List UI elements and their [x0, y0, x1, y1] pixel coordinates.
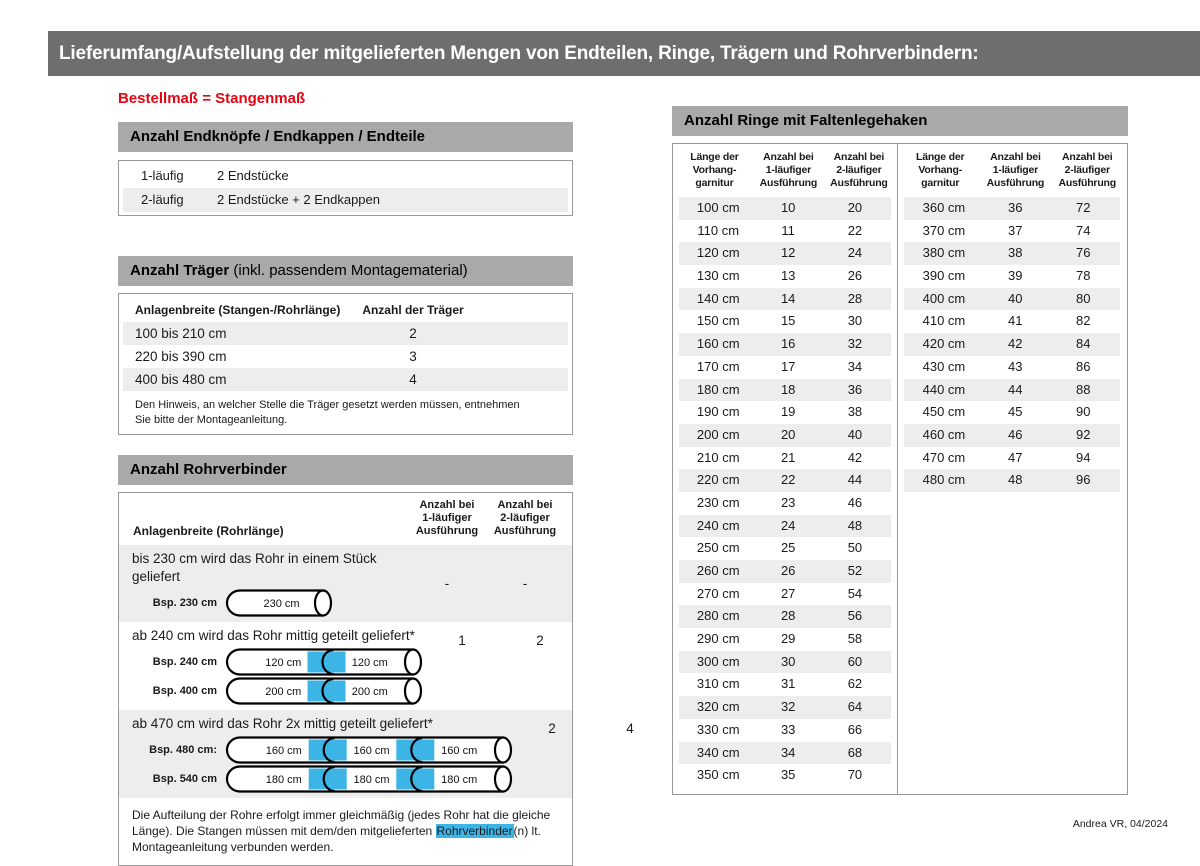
- ring-col-header: Anzahl bei 1-läufiger Ausführung: [986, 151, 1045, 189]
- svg-text:180 cm: 180 cm: [441, 774, 478, 786]
- table-row: 360 cm 36 72: [904, 197, 1120, 220]
- table-row: 340 cm 34 68: [679, 742, 891, 765]
- value-1-laeufig: 2: [548, 721, 556, 736]
- table-row: 130 cm 13 26: [696, 268, 863, 284]
- rod-example: Bsp. 400 cm 200 cm 200 cm: [119, 677, 423, 705]
- endteile-table: [118, 160, 573, 216]
- rohrverbinder-connector: [308, 652, 346, 673]
- rohrverbinder-table-header: [119, 497, 572, 545]
- table-row: 200 cm 20 40: [679, 424, 891, 447]
- table-row: 270 cm 27 54: [696, 585, 863, 601]
- section-header-ringe: Anzahl Ringe mit Faltenlegehaken: [672, 106, 1128, 136]
- table-row: 150 cm 15 30: [696, 313, 863, 329]
- svg-text:120 cm: 120 cm: [351, 657, 388, 669]
- table-row: 240 cm 24 48: [679, 515, 891, 538]
- rohrverbinder-table: [118, 492, 634, 866]
- table-row: 170 cm 17 34: [696, 358, 863, 374]
- ring-col-header: Anzahl bei 2-läufiger Ausführung: [1058, 151, 1116, 189]
- table-row: 390 cm 39 78: [922, 268, 1091, 284]
- table-row: 300 cm 30 60: [679, 651, 891, 674]
- traeger-table-header: [123, 298, 568, 322]
- rohr-rows: [119, 545, 634, 798]
- svg-text:180 cm: 180 cm: [265, 774, 302, 786]
- svg-text:160 cm: 160 cm: [353, 745, 390, 757]
- table-row: 400 cm 40 80: [904, 288, 1120, 311]
- table-row: 310 cm 31 62: [696, 676, 863, 692]
- table-row: 350 cm 35 70: [696, 767, 863, 783]
- col-header-anlagenbreite: Anlagenbreite (Stangen-/Rohrlänge): [135, 303, 341, 317]
- rod-diagram: [225, 677, 423, 705]
- ringe-table: [672, 143, 1128, 795]
- svg-text:230 cm: 230 cm: [263, 598, 300, 610]
- rohrverbinder-connector: [396, 769, 434, 790]
- svg-text:120 cm: 120 cm: [265, 657, 302, 669]
- rohrverbinder-connector: [308, 681, 346, 702]
- rod-diagram: [225, 736, 513, 764]
- table-row: 450 cm 45 90: [922, 404, 1091, 420]
- table-row: 100 cm 10 20: [679, 197, 891, 220]
- table-row: 320 cm 32 64: [679, 696, 891, 719]
- table-row: 280 cm 28 56: [679, 605, 891, 628]
- ring-rows-left: [673, 197, 897, 787]
- rod-diagram: [225, 589, 333, 617]
- table-row: 410 cm 41 82: [922, 313, 1091, 329]
- value-2-laeufig: 2: [536, 633, 544, 648]
- rod-example: Bsp. 240 cm 120 cm 120 cm: [119, 648, 423, 676]
- table-row: 210 cm 21 42: [696, 449, 863, 465]
- traeger-rows: [123, 322, 568, 391]
- page-title: Lieferumfang/Aufstellung der mitgelieferten Mengen von Endteilen, Ringe, Trägern und Rohrverbindern:: [59, 43, 979, 64]
- traeger-note: Den Hinweis, an welcher Stelle die Träger gesetzt werden müssen, entnehmen Sie bitte der Montageanleitung.: [135, 399, 520, 426]
- rohr-row: ab 240 cm wird das Rohr mittig geteilt geliefert* Bsp. 240 cm 120 cm 120 cm Bsp. 400 cm 200 cm 200 cm 1 2: [119, 622, 572, 710]
- col-header-1-laeufig: Anzahl bei 1-läufiger Ausführung: [415, 499, 479, 537]
- table-row: 1-läufig 2 Endstücke: [141, 168, 289, 183]
- rod-diagram: [225, 648, 423, 676]
- rohr-row: ab 470 cm wird das Rohr 2x mittig geteilt geliefert* Bsp. 480 cm: 160 cm 160 cm 160 cm Bsp. 540 cm 180 cm 180 cm 180 cm 2 4: [119, 710, 572, 798]
- rod-example: Bsp. 230 cm 230 cm: [119, 589, 408, 617]
- value-1-laeufig: -: [444, 576, 450, 591]
- section-header-endteile: Anzahl Endknöpfe / Endkappen / Endteile: [118, 122, 573, 152]
- svg-text:200 cm: 200 cm: [265, 686, 302, 698]
- table-row: 140 cm 14 28: [679, 288, 891, 311]
- value-2-laeufig: -: [522, 576, 528, 591]
- endteile-rows: [123, 164, 568, 212]
- ring-col-header: Länge der Vorhang- garnitur: [690, 151, 739, 189]
- table-row: 380 cm 38 76: [904, 242, 1120, 265]
- right-column: [672, 106, 1128, 795]
- table-row: 250 cm 25 50: [696, 540, 863, 556]
- svg-text:160 cm: 160 cm: [441, 745, 478, 757]
- section-header-traeger: Anzahl Träger (inkl. passendem Montagematerial): [118, 256, 573, 286]
- rohrverbinder-connector: [309, 740, 347, 761]
- table-row: 330 cm 33 66: [696, 721, 863, 737]
- table-row: 180 cm 18 36: [679, 379, 891, 402]
- ring-head-left: [673, 144, 897, 197]
- svg-text:200 cm: 200 cm: [351, 686, 388, 698]
- rohrverbinder-note: Die Aufteilung der Rohre erfolgt immer gleichmäßig (jedes Rohr hat die gleiche Länge). Die Stangen müssen mit dem/den mitgelieferten Rohrverbinder(n) lt. Montageanleitung verbunden werden.: [132, 808, 551, 854]
- table-row: 400 bis 480 cm 4: [123, 368, 568, 391]
- ring-col-header: Anzahl bei 2-läufiger Ausführung: [830, 151, 888, 189]
- ring-head-right: [898, 144, 1126, 197]
- ring-subtable-left: [673, 144, 897, 794]
- left-column: [118, 90, 634, 866]
- svg-text:180 cm: 180 cm: [353, 774, 390, 786]
- order-size-note: Bestellmaß = Stangenmaß: [118, 90, 306, 107]
- ring-col-header: Länge der Vorhang- garnitur: [915, 151, 965, 189]
- highlight-rohrverbinder: Rohrverbinder: [436, 824, 513, 838]
- table-row: 430 cm 43 86: [922, 358, 1091, 374]
- rohrverbinder-connector: [309, 769, 347, 790]
- rohr-row: bis 230 cm wird das Rohr in einem Stück geliefert Bsp. 230 cm 230 cm - -: [119, 545, 572, 622]
- section-header-rohrverbinder: Anzahl Rohrverbinder: [118, 455, 573, 485]
- col-header-2-laeufig: Anzahl bei 2-läufiger Ausführung: [493, 499, 557, 537]
- table-row: 420 cm 42 84: [904, 333, 1120, 356]
- table-row: 110 cm 11 22: [697, 222, 863, 238]
- rod-example: Bsp. 480 cm: 160 cm 160 cm 160 cm: [119, 736, 513, 764]
- col-header-rohrlaenge: Anlagenbreite (Rohrlänge): [133, 524, 284, 538]
- svg-text:160 cm: 160 cm: [265, 745, 302, 757]
- page-title-bar: [48, 31, 1200, 76]
- table-row: 2-läufig 2 Endstücke + 2 Endkappen: [123, 188, 568, 212]
- ring-col-header: Anzahl bei 1-läufiger Ausführung: [759, 151, 818, 189]
- traeger-table: [118, 293, 573, 435]
- rod-example: Bsp. 540 cm 180 cm 180 cm 180 cm: [119, 765, 513, 793]
- table-row: 290 cm 29 58: [696, 631, 863, 647]
- ring-subtable-right: [897, 144, 1126, 794]
- table-row: 220 bis 390 cm 3: [135, 349, 417, 364]
- table-row: 220 cm 22 44: [679, 469, 891, 492]
- table-row: 100 bis 210 cm 2: [123, 322, 568, 345]
- table-row: 480 cm 48 96: [904, 469, 1120, 492]
- table-row: 190 cm 19 38: [696, 404, 863, 420]
- table-row: 260 cm 26 52: [679, 560, 891, 583]
- table-row: 370 cm 37 74: [922, 222, 1091, 238]
- table-row: 230 cm 23 46: [696, 494, 863, 510]
- table-row: 470 cm 47 94: [922, 449, 1091, 465]
- rod-diagram: [225, 765, 513, 793]
- ring-rows-right: [898, 197, 1126, 492]
- table-row: 120 cm 12 24: [679, 242, 891, 265]
- value-2-laeufig: 4: [626, 721, 634, 736]
- rohrverbinder-connector: [396, 740, 434, 761]
- document-footer: Andrea VR, 04/2024: [1072, 818, 1168, 830]
- col-header-anzahl-traeger: Anzahl der Träger: [362, 303, 464, 317]
- table-row: 160 cm 16 32: [679, 333, 891, 356]
- table-row: 460 cm 46 92: [904, 424, 1120, 447]
- table-row: 440 cm 44 88: [904, 379, 1120, 402]
- value-1-laeufig: 1: [458, 633, 466, 648]
